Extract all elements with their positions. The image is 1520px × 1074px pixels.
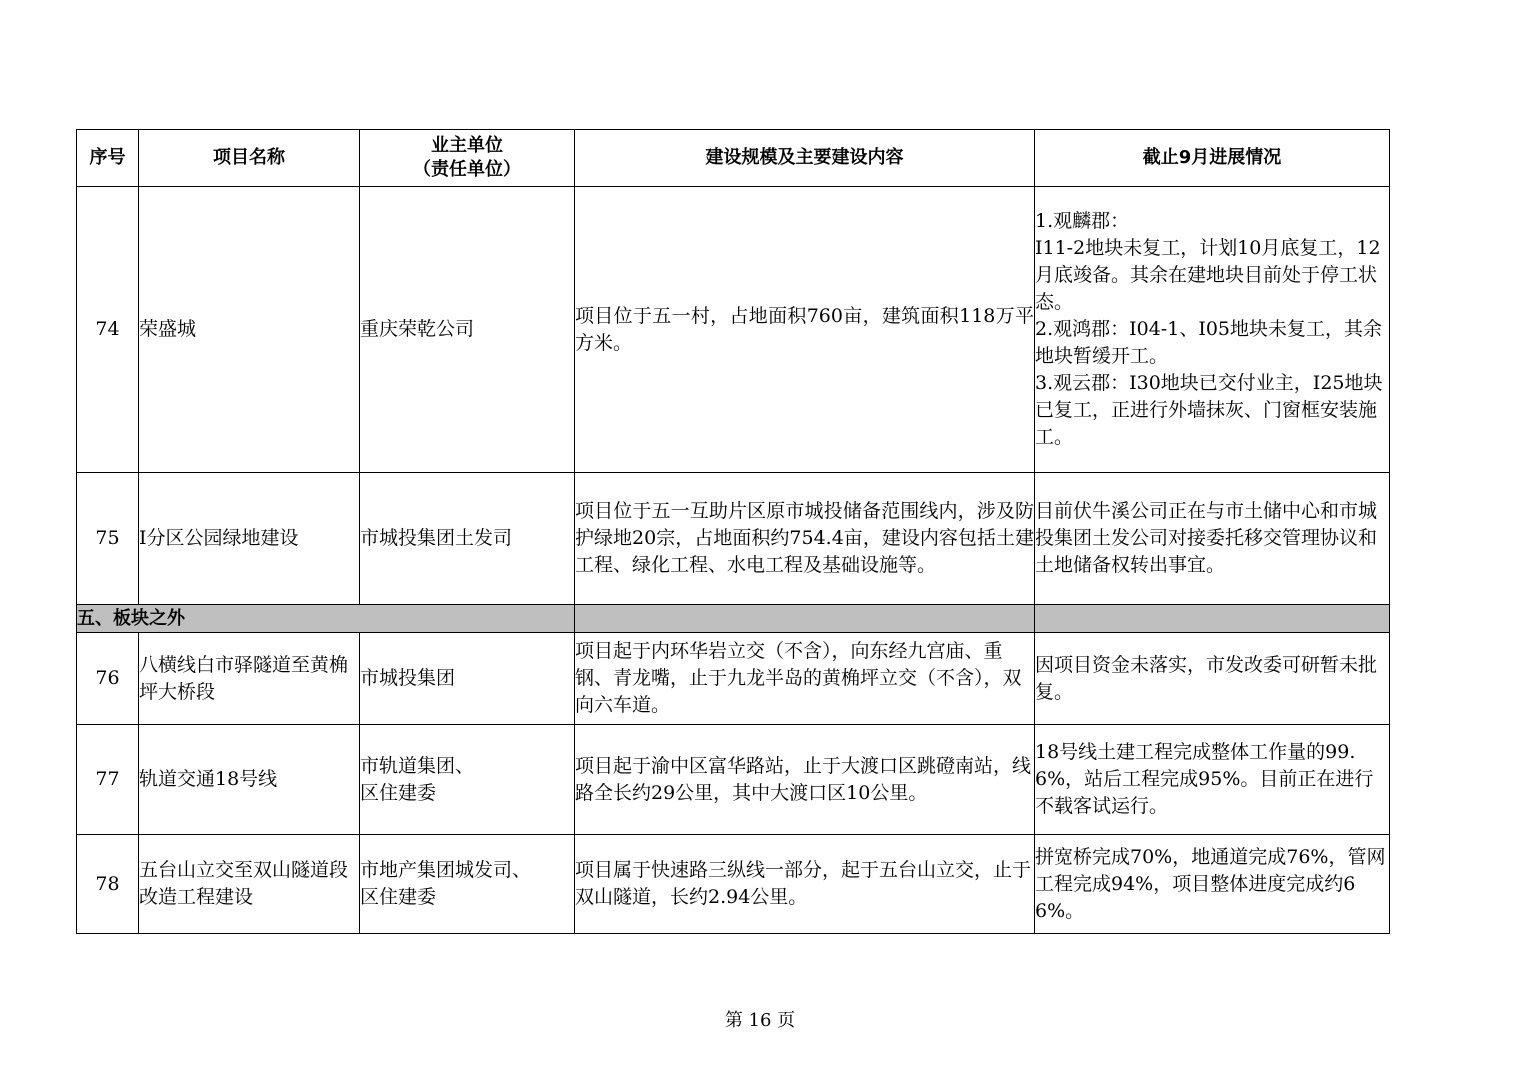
header-owner-line2: （责任单位） (413, 159, 521, 180)
row-owner (360, 725, 575, 835)
header-owner-line1: 业主单位 (431, 135, 503, 156)
header-owner (360, 130, 575, 187)
row-progress: 拼宽桥完成70%，地通道完成76%，管网工程完成94%，项目整体进度完成约66%。 (1035, 835, 1390, 934)
header-progress: 截止9月进展情况 (1035, 130, 1390, 187)
section-label: 五、板块之外 (77, 605, 575, 633)
row-name: 五台山立交至双山隧道段改造工程建设 (139, 835, 360, 934)
header-row (77, 130, 1390, 187)
row-progress (1035, 187, 1390, 473)
table-row (77, 633, 1390, 725)
row-seq: 76 (77, 633, 139, 725)
owner-line: 区住建委 (360, 886, 437, 908)
row-scope: 项目属于快速路三纵线一部分，起于五台山立交，止于双山隧道，长约2.94公里。 (575, 835, 1035, 934)
row-name: 轨道交通18号线 (139, 725, 360, 835)
progress-line: 2.观鸿郡：I04-1、I05地块未复工，其余地块暂缓开工。 (1035, 318, 1383, 367)
row-owner: 市城投集团土发司 (360, 473, 575, 605)
row-seq: 74 (77, 187, 139, 473)
row-scope: 项目位于五一村，占地面积760亩，建筑面积118万平方米。 (575, 187, 1035, 473)
row-name: 八横线白市驿隧道至黄桷坪大桥段 (139, 633, 360, 725)
table-row (77, 725, 1390, 835)
section-blank (575, 605, 1035, 633)
project-table (76, 129, 1390, 934)
row-progress: 因项目资金未落实，市发改委可研暂未批复。 (1035, 633, 1390, 725)
row-name: I分区公园绿地建设 (139, 473, 360, 605)
row-owner: 重庆荣乾公司 (360, 187, 575, 473)
header-scope: 建设规模及主要建设内容 (575, 130, 1035, 187)
row-scope: 项目起于渝中区富华路站，止于大渡口区跳磴南站，线路全长约29公里，其中大渡口区10公里。 (575, 725, 1035, 835)
owner-line: 区住建委 (360, 781, 437, 804)
table-row (77, 473, 1390, 605)
progress-line: I11-2地块未复工，计划10月底复工，12月底竣备。其余在建地块目前处于停工状态。 (1035, 237, 1381, 313)
header-name: 项目名称 (139, 130, 360, 187)
row-scope: 项目起于内环华岩立交（不含），向东经九宫庙、重钢、青龙嘴，止于九龙半岛的黄桷坪立交（不含），双向六车道。 (575, 633, 1035, 725)
row-seq: 78 (77, 835, 139, 934)
owner-line: 市轨道集团、 (360, 754, 475, 777)
table-row (77, 835, 1390, 934)
row-scope: 项目位于五一互助片区原市城投储备范围线内，涉及防护绿地20宗，占地面积约754.4亩，建设内容包括土建工程、绿化工程、水电工程及基础设施等。 (575, 473, 1035, 605)
header-seq: 序号 (77, 130, 139, 187)
row-owner (360, 835, 575, 934)
row-progress: 18号线土建工程完成整体工作量的99.6%，站后工程完成95%。目前正在进行不载客试运行。 (1035, 725, 1390, 835)
table-row (77, 187, 1390, 473)
section-blank (1035, 605, 1390, 633)
row-owner: 市城投集团 (360, 633, 575, 725)
row-name: 荣盛城 (139, 187, 360, 473)
row-progress: 目前伏牛溪公司正在与市土储中心和市城投集团土发公司对接委托移交管理协议和土地储备权转出事宜。 (1035, 473, 1390, 605)
section-row (77, 605, 1390, 633)
row-seq: 77 (77, 725, 139, 835)
row-seq: 75 (77, 473, 139, 605)
progress-line: 1.观麟郡： (1035, 210, 1130, 232)
owner-line: 市地产集团城发司、 (360, 859, 532, 881)
progress-line: 3.观云郡：I30地块已交付业主，I25地块已复工，正进行外墙抹灰、门窗框安装施工。 (1035, 372, 1383, 448)
page-number: 第 16 页 (724, 1010, 796, 1031)
